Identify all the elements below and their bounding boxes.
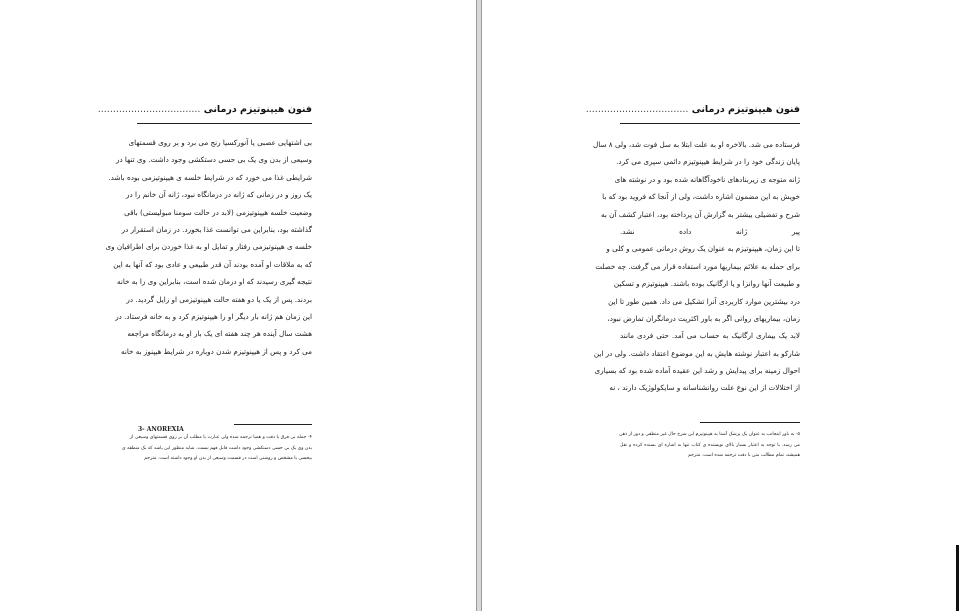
header-rule	[137, 123, 312, 124]
body-line: وسیعی از بدن وی یک بی حسی دستکشی وجود داشت. وی تنها در	[115, 155, 312, 165]
body-line: فرستاده می شد. بالاخره او به علت ابتلا به سل فوت شد، ولی ۸ سال	[593, 140, 800, 149]
footnote-line: ۴- جمله بی فرق با دقت و همیا ترجمه شده ولی عبارت یا مطلب آن بر روی قسمتهای وسیعی از	[129, 435, 312, 440]
header-dots: ..................................	[97, 104, 201, 115]
body-line: از اختلالات از این نوع علت روانشناسانه و سایکولوژیک دارند ، نه	[609, 383, 800, 393]
footnote-line: ۵- به باور اینجانب به عنوان یک پزشک آشنا به هیپنوتیزم این شرح حال غیر منطقی و دور از ذهن	[619, 432, 800, 437]
body-line: درد بیشترین موارد کاربردی آنرا تشکیل می داد. همین طور تا این	[608, 296, 800, 306]
body-line: شرح و تفضیلی بیشتر به گزارش آن پرداخته بود، اعتبار کشف آن به	[601, 209, 800, 219]
body-line: پیر ژانه داده نشد.	[620, 226, 800, 236]
body-line: لابد یک بیماری ارگانیک به حساب می آمد. حتی فردی مانند	[620, 331, 800, 341]
body-line: وضعیت خلسه هیپنوتیزمی (لابد در حالت سومنا مبولیستی) باقی	[124, 207, 312, 217]
header-dots: ..................................	[585, 104, 689, 115]
body-line: شرایطی غذا می خورد که در شرایط خلسه ی هیپنوتیزمی بوده باشد.	[108, 172, 312, 182]
body-line: شارکو به اعتبار نوشته هایش به این موضوع اعتقاد داشت. ولی در این	[593, 348, 800, 358]
footnote-line: بیحسی با مشخص و روشنی است در قسمت وسیعی از بدن او وجود داشته است. مترجم	[144, 456, 312, 461]
footnote-label: 3- ANOREXIA	[138, 426, 184, 433]
page-header	[98, 104, 312, 118]
body-line: خویش به این مضمون اشاره داشت، ولی از آنجا که فروید بود که با	[602, 192, 800, 202]
footnote-text	[620, 430, 800, 462]
body-line: می کرد و پس از هیپنوتیزم شدن دوباره در شرایط هیپنوز به خانه	[120, 346, 312, 356]
page-left	[0, 0, 477, 611]
body-line: نتیجه گیری رسیدند که او درمان شده است، بنابراین وی را به خانه	[116, 277, 312, 287]
body-text	[593, 136, 800, 397]
body-line: ژانه متوجه ی زیربنادهای ناخودآگاهانه شده بود و در نوشته های	[614, 174, 800, 184]
body-line: برای حمله به علائم بیماریها مورد استفاده قرار می گرفت. چه خصلت	[595, 261, 800, 271]
body-line: که به ملاقات او آمده بودند آن قدر طبیعی و عادی بود که آنها به این	[113, 259, 312, 269]
header-title: فنون هیپنوتیزم درمانی	[203, 104, 312, 115]
body-line: زمان، بیماریهای روانی اگر به باور اکثریت درمانگران تمارض نبود،	[607, 313, 800, 323]
header-title: فنون هیپنوتیزم درمانی	[691, 104, 800, 115]
body-line: پایان زندگی خود را در شرایط هیپنوتیزم دائمی سپری می کرد.	[616, 157, 800, 167]
body-line: تا این زمان، هیپنوتیزم به عنوان یک روش درمانی عمومی و کلی و	[606, 244, 800, 254]
body-line: خلسه ی هیپنوتیزمی رفتار و تمایل او به غذا خوردن برای اطرافیان وی	[105, 242, 312, 252]
body-line: گذاشته بود، بنابراین می توانست غذا بخورد. در زمان استقرار در	[121, 224, 312, 234]
body-line: هشت سال آینده هر چند هفته ای یک بار او به درمانگاه مراجعه	[127, 329, 312, 339]
footnote-rule	[234, 424, 312, 425]
footnote-line: همیشه، تمام مطالب متن با دقت ترجمه شده است. مترجم	[688, 453, 800, 458]
footnote-line: بدن وی یک بی حسی دستکشی وجود داشت قابل فهم نیست. شاید منظور این باشد که یک منطقه ی	[122, 445, 312, 451]
page-header	[586, 104, 800, 118]
body-line: احوال زمینه برای پیدایش و رشد این عقیده آماده شده بود که بسیاری	[594, 366, 800, 376]
page-right	[481, 0, 959, 611]
body-line: بردند. پس از یک یا دو هفته حالت هیپنوتیزمی او زایل گردید. در	[126, 294, 312, 304]
body-line: و طبیعت آنها روانزا و یا ارگانیک بوده باشند. هیپنوتیزم و تسکین	[613, 279, 800, 289]
body-line: این زمان هم ژانه بار دیگر او را هیپنوتیزم کرد و به خانه فرستاد. در	[115, 311, 312, 321]
body-line: یک روز و در زمانی که ژانه در درمانگاه نبود، ژانه آن خانم را در	[126, 190, 312, 200]
body-text	[105, 134, 312, 360]
body-line: بی اشتهایی عصبی یا آنورکسیا رنج می برد و بر روی قسمتهای	[128, 138, 312, 147]
header-rule	[620, 123, 800, 124]
footnote-rule	[700, 422, 800, 423]
footnote-text	[122, 433, 312, 465]
footnote-line: می رسد. با توجه به اعتبار بسیار بالای نویسنده ی کتاب تنها به اشاره ای بسنده کرده و نقل	[620, 442, 800, 448]
